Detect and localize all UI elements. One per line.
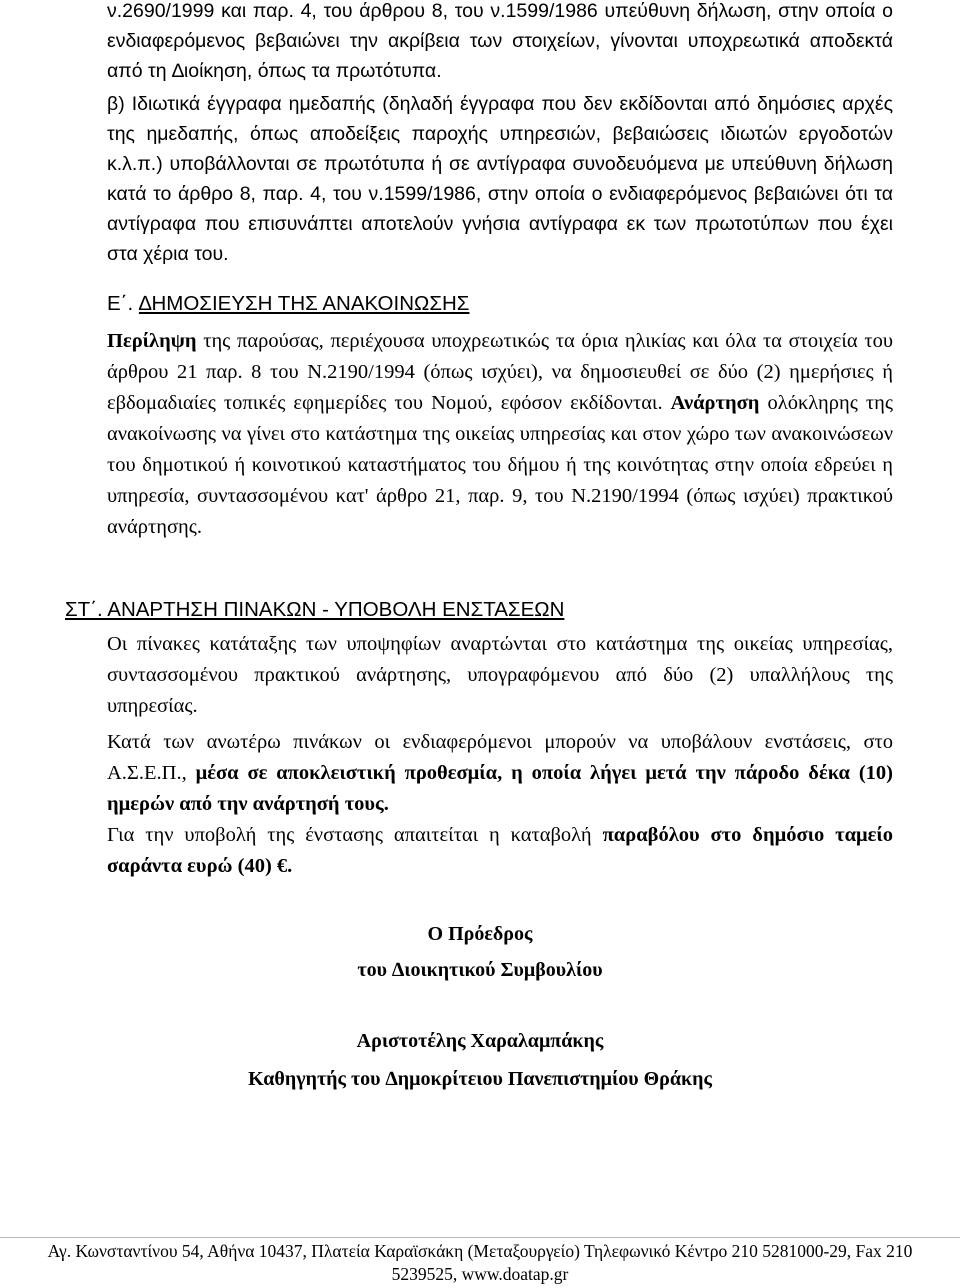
signature-name: Αριστοτέλης Χαραλαμπάκης bbox=[356, 1030, 604, 1052]
fee-text: Για την υποβολή της ένστασης απαιτείται η καταβολή bbox=[107, 824, 603, 846]
section-e-prefix: Ε΄. bbox=[107, 292, 134, 315]
footer-divider bbox=[0, 1237, 960, 1238]
section-e-body bbox=[107, 326, 893, 543]
objections-text: Κατά των ανωτέρω πινάκων οι ενδιαφερόμενοι μπορούν να υποβάλουν ενστάσεις, στο Α.Σ.Ε.Π., bbox=[107, 731, 893, 784]
section-e-title: ∆ΗΜΟΣΙΕΥΣΗ ΤΗΣ ΑΝΑΚΟΙΝΩΣΗΣ bbox=[138, 292, 470, 315]
footer-contact: 5239525, www.doatap.gr bbox=[391, 1264, 569, 1284]
paragraph-b: β) Ιδιωτικά έγγραφα ημεδαπής (δηλαδή έγγραφα που δεν εκδίδονται από δημόσιες αρχές της ημεδαπής, όπως αποδείξεις παροχής υπηρεσιών, βεβαιώσεις ιδιωτών εργοδοτών κ.λ.π.) υποβάλλονται σε πρωτότυπα ή σε αντίγραφα συνοδευόμενα με υπεύθυνη δήλωση κατά το άρθρο 8, παρ. 4, του ν.1599/1986, στην οποία ο ενδιαφερόμενος βεβαιώνει ότι τα αντίγραφα που επισυνάπτει αποτελούν γνήσια αντίγραφα εκ των πρωτοτύπων που έχει στα χέρια του. bbox=[107, 93, 893, 265]
posting-text: ολόκληρης της ανακοίνωσης να γίνει στο κατάστημα της οικείας υπηρεσίας και στον χώρο των ανακοινώσεων του δημοτικού ή κοινοτικού καταστήματος του δήμου ή της κοινότητας στην οποία εδρεύει η υπηρεσία, συντασσομένου κατ' άρθρο 21, παρ. 9, του Ν.2190/1994 (όπως ισχύει) πρακτικού ανάρτησης. bbox=[107, 392, 893, 538]
footer bbox=[0, 1240, 960, 1286]
section-e-heading bbox=[107, 290, 469, 318]
objections-deadline: μέσα σε αποκλειστική προθεσμία, η οποία λήγει μετά την πάροδο δέκα (10) ημερών από την ανάρτησή τους. bbox=[107, 762, 893, 815]
top-paragraph: ν.2690/1999 και παρ. 4, του άρθρου 8, του ν.1599/1986 υπεύθυνη δήλωση, στην οποία ο ενδιαφερόμενος βεβαιώνει την ακρίβεια των στοιχείων, γίνονται υποχρεωτικά αποδεκτά από τη ∆ιοίκηση, όπως τα πρωτότυπα. bbox=[107, 0, 893, 82]
signature-role: Ο Πρόεδρος bbox=[427, 923, 533, 945]
section-st-heading: ΣΤ΄. ΑΝΑΡΤΗΣΗ ΠΙΝΑΚΩΝ - ΥΠΟΒΟΛΗ ΕΝΣΤΑΣΕΩΝ bbox=[65, 598, 565, 621]
summary-label: Περίληψη bbox=[107, 330, 197, 352]
signature-title: Καθηγητής του ∆ημοκρίτειου Πανεπιστημίου Θράκης bbox=[248, 1068, 712, 1090]
fee-amount: παραβόλου στο δημόσιο ταμείο σαράντα ευρώ (40) €. bbox=[107, 824, 893, 877]
signature-board: του ∆ιοικητικού Συμβουλίου bbox=[357, 959, 603, 981]
posting-label: Ανάρτηση bbox=[670, 392, 760, 414]
section-st-paragraph-3 bbox=[107, 820, 893, 882]
section-st-paragraph-1: Οι πίνακες κατάταξης των υποψηφίων αναρτώνται στο κατάστημα της οικείας υπηρεσίας, συντασσομένου πρακτικού ανάρτησης, υπογραφόμενου από δύο (2) υπαλλήλους της υπηρεσίας. bbox=[107, 633, 893, 717]
footer-address: Αγ. Κωνσταντίνου 54, Αθήνα 10437, Πλατεία Καραϊσκάκη (Μεταξουργείο) Τηλεφωνικό Κέντρο 210 5281000-29, Fax 210 bbox=[47, 1241, 913, 1261]
summary-text: της παρούσας, περιέχουσα υποχρεωτικώς τα όρια ηλικίας και όλα τα στοιχεία του άρθρου 21 παρ. 8 του Ν.2190/1994 (όπως ισχύει), να δημοσιευθεί σε δύο (2) ημερήσιες ή εβδομαδιαίες τοπικές εφημερίδες του Νομού, εφόσον εκδίδονται. bbox=[107, 330, 893, 414]
section-st-paragraph-2 bbox=[107, 727, 893, 820]
